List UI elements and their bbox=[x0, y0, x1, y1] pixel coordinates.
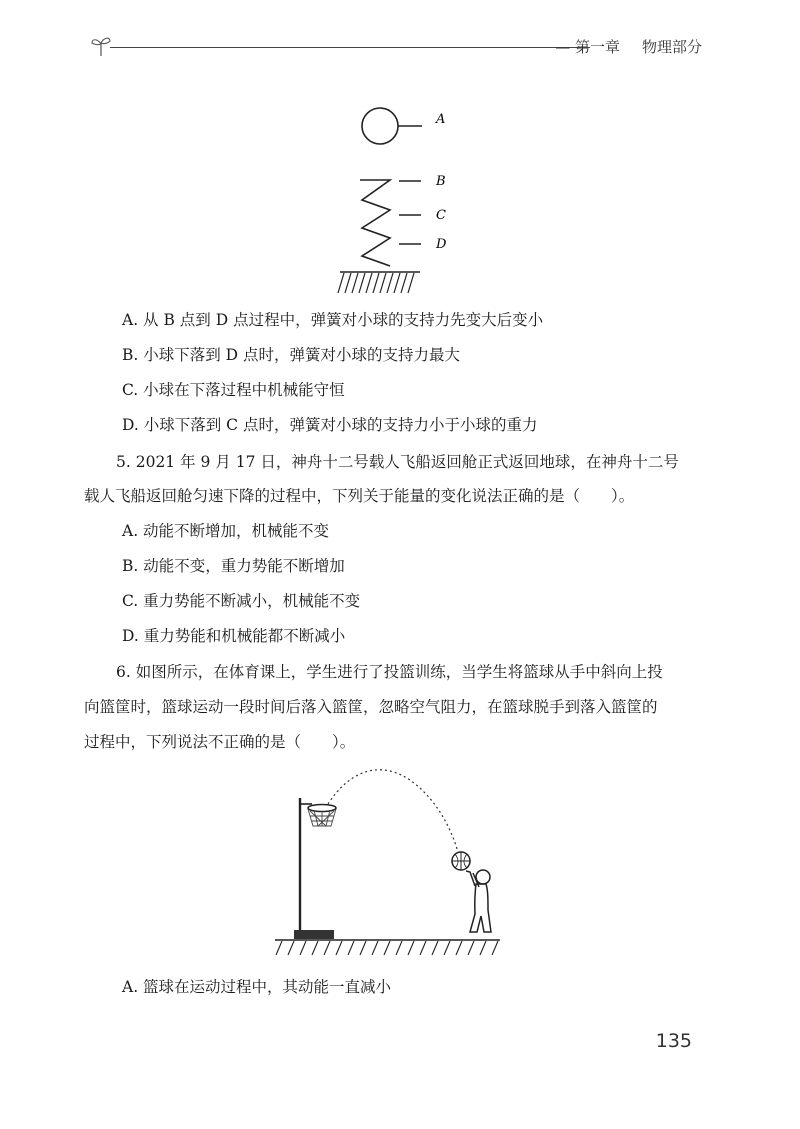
ground-hatch bbox=[276, 941, 498, 955]
header-rule bbox=[110, 47, 590, 48]
q5-stem-line1: 5. 2021 年 9 月 17 日，神舟十二号载人飞船返回舱正式返回地球，在神舟十二号 bbox=[116, 453, 679, 471]
q4-option-b: B. 小球下落到 D 点时，弹簧对小球的支持力最大 bbox=[122, 346, 461, 364]
q5-option-b: B. 动能不变，重力势能不断增加 bbox=[122, 557, 345, 575]
q5-option-c: C. 重力势能不断减小，机械能不变 bbox=[122, 592, 361, 610]
q4-option-c: C. 小球在下落过程中机械能守恒 bbox=[122, 381, 345, 399]
ball-spring-figure bbox=[320, 100, 480, 300]
label-a: A bbox=[436, 112, 446, 127]
label-b: B bbox=[436, 174, 446, 189]
q5-option-d: D. 重力势能和机械能都不断减小 bbox=[122, 627, 346, 645]
player bbox=[466, 870, 491, 932]
ball-trajectory bbox=[328, 770, 458, 852]
sprout-icon bbox=[90, 34, 112, 58]
page-header bbox=[90, 34, 702, 62]
hoop-net bbox=[308, 809, 336, 826]
label-c: C bbox=[436, 208, 446, 223]
q6-stem-line1: 6. 如图所示，在体育课上，学生进行了投篮训练，当学生将篮球从手中斜向上投 bbox=[116, 663, 663, 681]
ball bbox=[362, 108, 398, 144]
q6-stem-line2: 向篮筐时，篮球运动一段时间后落入篮筐，忽略空气阻力，在篮球脱手到落入篮筐的 bbox=[84, 698, 658, 716]
q6-stem-line3: 过程中，下列说法不正确的是（ ）。 bbox=[84, 733, 356, 751]
basketball bbox=[452, 852, 470, 870]
label-d: D bbox=[436, 237, 447, 252]
q6-option-a: A. 篮球在运动过程中，其动能一直减小 bbox=[122, 978, 392, 996]
section-label: 物理部分 bbox=[641, 38, 702, 56]
basketball-figure bbox=[270, 760, 510, 960]
q4-option-a: A. 从 B 点到 D 点过程中，弹簧对小球的支持力先变大后变小 bbox=[122, 311, 544, 329]
q5-option-a: A. 动能不断增加，机械能不变 bbox=[122, 522, 330, 540]
hoop-rim bbox=[308, 805, 336, 812]
q5-stem-line2: 载人飞船返回舱匀速下降的过程中，下列关于能量的变化说法正确的是（ ）。 bbox=[84, 487, 635, 505]
chapter-title: — 第一章 物理部分 bbox=[555, 38, 702, 56]
spring bbox=[360, 180, 390, 266]
chapter-label: 第一章 bbox=[574, 38, 620, 56]
q4-option-d: D. 小球下落到 C 点时，弹簧对小球的支持力小于小球的重力 bbox=[122, 416, 538, 434]
ground-hatch bbox=[338, 273, 414, 293]
pole-base bbox=[294, 930, 334, 939]
page-number: 135 bbox=[655, 1030, 692, 1052]
